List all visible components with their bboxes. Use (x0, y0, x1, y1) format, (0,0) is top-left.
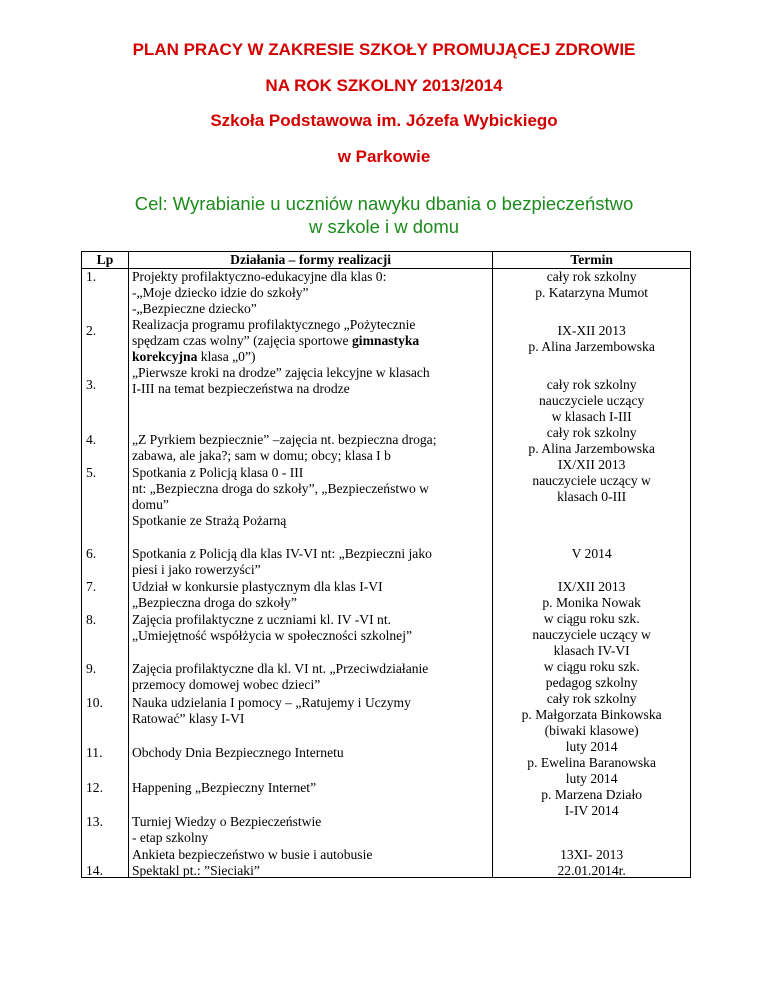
action-line: Turniej Wiedzy o Bezpieczeństwie (131, 813, 322, 829)
row-number: 2. (86, 322, 97, 338)
row-number: 8. (86, 611, 97, 627)
action-line: Spotkanie ze Strażą Pożarną (131, 512, 287, 528)
term-line: cały rok szkolny (546, 690, 637, 706)
row-number: 12. (86, 779, 103, 795)
term-line: p. Alina Jarzembowska (528, 440, 655, 456)
action-line (132, 333, 489, 349)
term-line: nauczyciele uczący w (532, 626, 651, 642)
row-number: 4. (86, 431, 97, 447)
action-line: „Z Pyrkiem bezpiecznie” –zajęcia nt. bezpieczna droga; (131, 431, 437, 447)
action-line: -„Bezpieczne dziecko” (131, 300, 257, 316)
row-number: 1. (86, 268, 97, 284)
action-line: Obchody Dnia Bezpiecznego Internetu (131, 744, 344, 760)
row-number: 13. (86, 813, 103, 829)
action-bold-text: korekcyjna (131, 348, 198, 364)
action-line: domu” (131, 496, 169, 512)
term-line: IX/XII 2013 (557, 578, 626, 594)
term-line: klasach IV-VI (553, 642, 630, 658)
action-line: Projekty profilaktyczno-edukacyjne dla klas 0: (131, 268, 387, 284)
term-line: p. Katarzyna Mumot (535, 284, 649, 300)
row-number: 9. (86, 660, 97, 676)
row-number: 5. (86, 464, 97, 480)
term-line: 22.01.2014r. (557, 862, 626, 878)
action-line: Happening „Bezpieczny Internet” (131, 779, 317, 795)
header-action: Działania – formy realizacji (128, 252, 492, 269)
action-line: „Bezpieczna droga do szkoły” (131, 594, 297, 610)
action-line: Realizacja programu profilaktycznego „Pożytecznie (131, 316, 416, 332)
action-line: „Umiejętność współżycia w społeczności szkolnej” (131, 627, 413, 643)
table-header-row (82, 252, 691, 269)
term-line: p. Monika Nowak (542, 594, 641, 610)
action-line: piesi i jako rowerzyści” (131, 561, 261, 577)
table-body-row (82, 268, 691, 877)
term-line: pedagog szkolny (545, 674, 638, 690)
actions-column (128, 268, 492, 877)
term-line: w ciągu roku szk. (543, 658, 640, 674)
term-line: V 2014 (571, 545, 612, 561)
term-line: IX/XII 2013 (557, 456, 626, 472)
action-line: -„Moje dziecko idzie do szkoły” (131, 284, 309, 300)
action-line: Nauka udzielania I pomocy – „Ratujemy i Uczymy (131, 694, 411, 710)
action-line: Ratować” klasy I-VI (131, 710, 245, 726)
term-line: I-IV 2014 (564, 802, 619, 818)
action-line: nt: „Bezpieczna droga do szkoły”, „Bezpieczeństwo w (131, 480, 429, 496)
action-line: Udział w konkursie plastycznym dla klas I-VI (131, 578, 383, 594)
term-line: IX-XII 2013 (557, 322, 626, 338)
action-line: Spektakl pt.: ”Sieciaki” (131, 862, 260, 878)
action-line: „Pierwsze kroki na drodze” zajęcia lekcyjne w klasach (131, 364, 430, 380)
action-line: przemocy domowej wobec dzieci” (131, 676, 321, 692)
lp-column (82, 268, 129, 877)
term-line: w ciągu roku szk. (543, 610, 640, 626)
term-line: luty 2014 (565, 738, 618, 754)
action-line: Ankieta bezpieczeństwo w busie i autobusie (131, 846, 373, 862)
row-number: 7. (86, 578, 97, 594)
term-line: w klasach I-III (551, 408, 632, 424)
row-number: 6. (86, 545, 97, 561)
action-line: zabawa, ale jaka?; sam w domu; obcy; klasa I b (131, 447, 391, 463)
action-line: - etap szkolny (131, 829, 209, 845)
header-term: Termin (493, 252, 691, 269)
term-line: cały rok szkolny (546, 376, 637, 392)
goal-line-1: Cel: Wyrabianie u uczniów nawyku dbania o bezpieczeństwo (134, 193, 634, 214)
term-line: (biwaki klasowe) (544, 722, 639, 738)
term-line: p. Ewelina Baranowska (527, 754, 657, 770)
action-line (132, 349, 489, 365)
term-line: nauczyciele uczący (539, 392, 645, 408)
school-name: Szkoła Podstawowa im. Józefa Wybickiego (210, 111, 558, 130)
term-line: klasach 0-III (557, 488, 627, 504)
action-bold-text: gimnastyka (352, 332, 420, 348)
action-text: klasa „0”) (200, 348, 256, 364)
header-lp: Lp (82, 252, 129, 269)
goal-line-2: w szkole i w domu (308, 216, 460, 237)
term-line: p. Alina Jarzembowska (528, 338, 655, 354)
school-year: NA ROK SZKOLNY 2013/2014 (265, 76, 503, 95)
action-line: Spotkania z Policją klasa 0 - III (131, 464, 304, 480)
action-line: Zajęcia profilaktyczne z uczniami kl. IV -VI nt. (131, 611, 391, 627)
term-line: 13XI- 2013 (560, 846, 624, 862)
term-line: nauczyciele uczący w (532, 472, 651, 488)
action-text: spędzam czas wolny” (zajęcia sportowe (131, 332, 349, 348)
term-line: cały rok szkolny (546, 424, 637, 440)
plan-title: PLAN PRACY W ZAKRESIE SZKOŁY PROMUJĄCEJ ZDROWIE (132, 40, 636, 59)
term-line: p. Marzena Działo (541, 786, 643, 802)
row-number: 3. (86, 376, 97, 392)
terms-column (493, 268, 691, 877)
term-line: luty 2014 (565, 770, 618, 786)
action-line: Spotkania z Policją dla klas IV-VI nt: „Bezpieczni jako (131, 545, 432, 561)
term-line: p. Małgorzata Binkowska (521, 706, 662, 722)
action-line: I-III na temat bezpieczeństwa na drodze (131, 380, 350, 396)
row-number: 14. (86, 862, 103, 878)
row-number: 10. (86, 694, 103, 710)
row-number: 11. (86, 744, 103, 760)
plan-table (81, 251, 691, 878)
school-location: w Parkowie (337, 147, 431, 166)
term-line: cały rok szkolny (546, 268, 637, 284)
action-line: Zajęcia profilaktyczne dla kl. VI nt. „Przeciwdziałanie (131, 660, 429, 676)
